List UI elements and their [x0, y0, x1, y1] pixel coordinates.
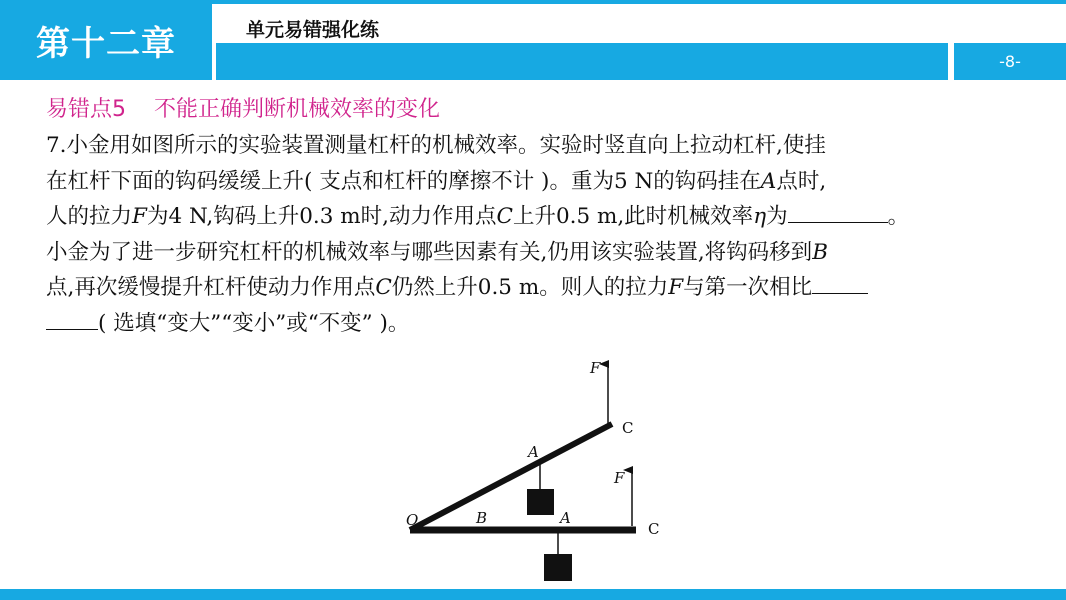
question-text: [46, 128, 1026, 341]
label-f-top: F: [590, 359, 601, 377]
question-line-2-text-c: 点时,: [776, 168, 827, 194]
label-c-top: C: [622, 419, 634, 437]
question-line-3: [46, 199, 1026, 235]
point-c-label-2: C: [375, 275, 392, 300]
label-f-right: F: [614, 469, 625, 487]
footer-band: [0, 589, 1066, 600]
answer-blank-force-part-2: [46, 307, 98, 330]
page-number-box: [954, 43, 1066, 80]
efficiency-eta-symbol: η: [753, 204, 767, 229]
question-line-6-text: ( 选填“变大”“变小”或“不变” )。: [98, 310, 410, 336]
question-line-2: [46, 164, 1026, 200]
question-line-3-text-g: 为: [766, 204, 788, 229]
point-c-label: C: [496, 204, 513, 229]
topic-title: 不能正确判断机械效率的变化: [153, 97, 440, 122]
answer-blank-force-part-1: [812, 271, 868, 294]
question-line-3-text-e: 上升0.5 m,此时机械效率: [512, 204, 754, 229]
question-line-3-text-h: 。: [887, 204, 910, 229]
weight-block-horizontal: [544, 554, 572, 581]
point-a-label: A: [760, 168, 777, 194]
question-line-6: [46, 306, 1026, 342]
question-line-5-text-c: 仍然上升0.5 m。则人的拉力: [391, 275, 669, 300]
section-title: 单元易错强化练: [246, 19, 380, 41]
weight-block-inclined: [527, 489, 554, 515]
question-line-5: [46, 270, 1026, 306]
lever-diagram: [400, 356, 700, 590]
topic-heading: [46, 92, 440, 123]
page-number: -8-: [999, 52, 1021, 71]
topic-label: 易错点5: [46, 97, 126, 122]
label-o: O: [406, 511, 419, 529]
label-b: B: [476, 509, 488, 527]
label-c-bottom: C: [648, 520, 660, 538]
question-line-4-text-a: 小金为了进一步研究杠杆的机械效率与哪些因素有关,仍用该实验装置,将钩码移到: [46, 239, 813, 265]
question-line-2-text-a: 在杠杆下面的钩码缓缓上升( 支点和杠杆的摩擦不计 )。重为5 N的钩码挂在: [46, 168, 761, 194]
question-line-4: [46, 235, 1026, 271]
answer-blank-efficiency: [788, 200, 888, 223]
force-f-label: F: [132, 204, 147, 229]
chapter-title: 第十二章: [36, 23, 176, 64]
header-band: [216, 43, 948, 80]
point-b-label: B: [812, 239, 828, 265]
force-f-label-2: F: [668, 275, 684, 300]
label-a-bottom: A: [560, 509, 571, 527]
question-line-3-text-c: 为4 N,钩码上升0.3 m时,动力作用点: [146, 204, 497, 229]
question-line-5-text-e: 与第一次相比: [683, 275, 813, 300]
question-line-3-text-a: 人的拉力: [46, 204, 133, 229]
inclined-lever: [410, 424, 612, 530]
chapter-badge: [0, 0, 212, 80]
label-a-top: A: [528, 443, 539, 461]
question-line-1: [46, 128, 1026, 164]
question-line-1-text: 7.小金用如图所示的实验装置测量杠杆的机械效率。实验时竖直向上拉动杠杆,使挂: [46, 133, 826, 158]
question-line-5-text-a: 点,再次缓慢提升杠杆使动力作用点: [46, 275, 376, 300]
